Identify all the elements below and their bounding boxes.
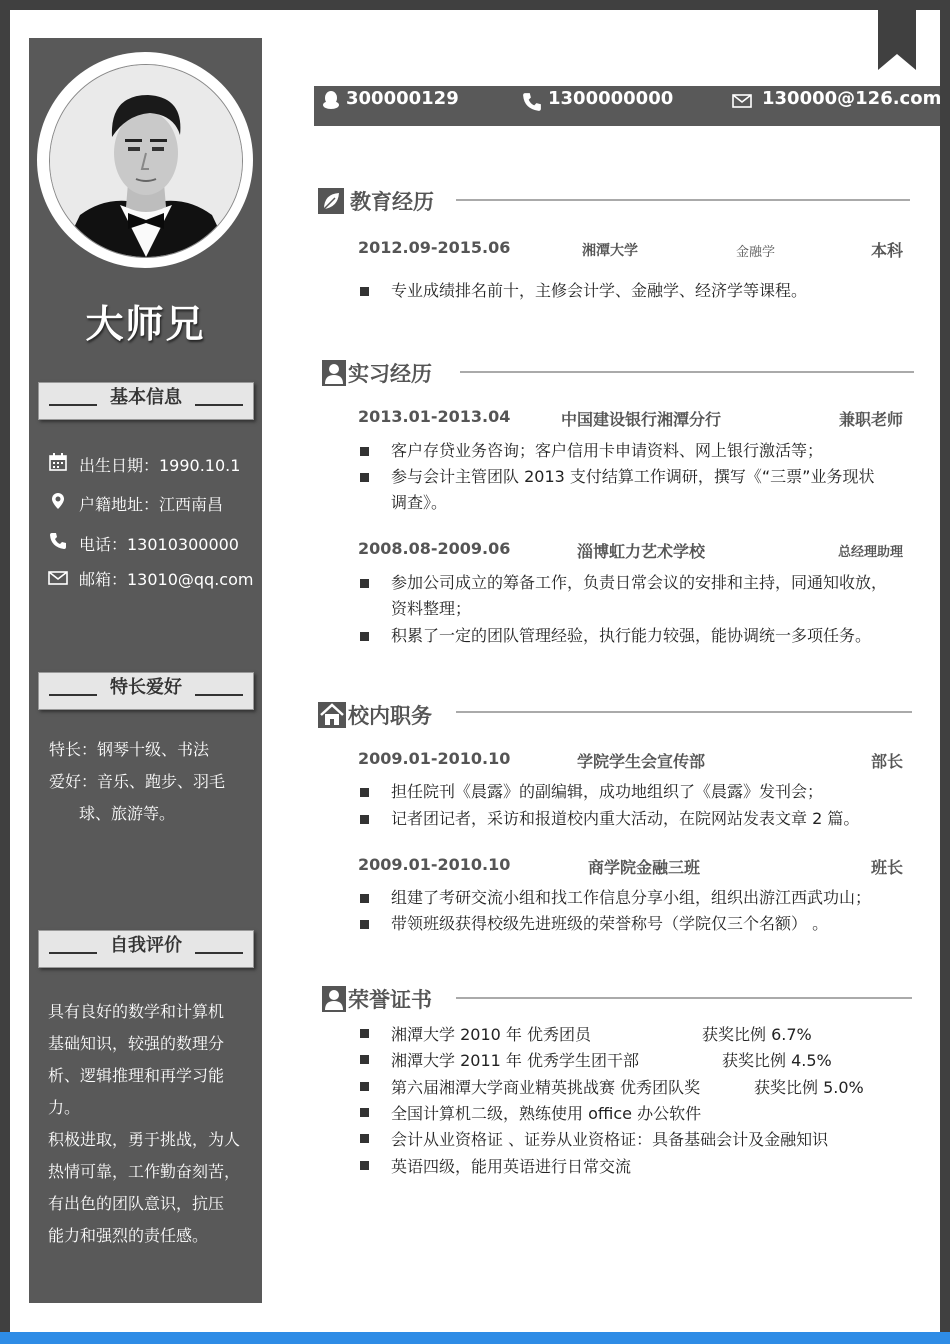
- internship-divider: [460, 371, 914, 373]
- internship-heading: 实习经历: [322, 358, 432, 391]
- home-icon: [318, 702, 346, 733]
- education-divider: [456, 199, 910, 201]
- sidebar: [29, 38, 262, 1303]
- mail-icon: [732, 94, 752, 108]
- leaf-icon: [318, 188, 344, 219]
- list-item: 积累了一定的团队管理经验，执行能力较强，能协调统一多项任务。: [360, 623, 900, 649]
- info-phone: 电话：13010300000: [47, 532, 239, 555]
- campus-heading: 校内职务: [318, 700, 432, 733]
- list-item: 参加公司成立的筹备工作，负责日常会议的安排和主持，同通知收放， 资料整理；: [360, 570, 900, 622]
- bookmark-ribbon: [878, 10, 916, 70]
- honors-divider: [456, 997, 912, 999]
- contact-phone: 1300000000: [522, 88, 673, 112]
- mail-icon: [47, 570, 69, 589]
- list-item: 专业成绩排名前十，主修会计学、金融学、经济学等课程。: [360, 278, 900, 304]
- campus-divider: [456, 711, 912, 713]
- list-item: 参与会计主管团队 2013 支付结算工作调研，撰写《“三票”业务现状 调查》。: [360, 464, 900, 516]
- list-item: 客户存贷业务咨询；客户信用卡申请资料、网上银行激活等；: [360, 438, 900, 464]
- self-eval-text: 具有良好的数学和计算机 基础知识，较强的数理分 析、逻辑推理和再学习能 力。 积极进取，勇于挑战，为人 热情可靠，工作勤奋刻苦， 有出色的团队意识，抗压 能力和强烈的责任感。: [48, 1002, 241, 1245]
- list-item: 带领班级获得校级先进班级的荣誉称号（学院仅三个名额） 。: [360, 911, 900, 937]
- hobbies-text: 特长：钢琴十级、书法 爱好：音乐、跑步、羽毛 球、旅游等。: [49, 740, 226, 823]
- location-pin-icon: [47, 492, 69, 514]
- person-badge-icon: [322, 986, 346, 1017]
- info-hometown: 户籍地址：江西南昌: [47, 492, 223, 515]
- contact-qq: 300000129: [322, 88, 459, 110]
- self-eval-heading: 自我评价: [38, 930, 254, 968]
- education-heading: 教育经历: [318, 186, 434, 219]
- list-item: 组建了考研交流小组和找工作信息分享小组，组织出游江西武功山；: [360, 885, 900, 911]
- phone-icon: [522, 92, 542, 112]
- qq-penguin-icon: [322, 90, 340, 110]
- list-item: 担任院刊《晨露》的副编辑，成功地组织了《晨露》发刊会；: [360, 779, 900, 805]
- calendar-icon: [47, 453, 69, 475]
- phone-icon: [47, 532, 69, 554]
- contact-email: 130000@126.com: [732, 88, 941, 109]
- person-name: 大师兄: [85, 302, 206, 346]
- person-badge-icon: [322, 360, 346, 391]
- bottom-accent-bar: [0, 1332, 950, 1344]
- hobbies-heading: 特长爱好: [38, 672, 254, 710]
- list-item: 记者团记者，采访和报道校内重大活动，在院网站发表文章 2 篇。: [360, 806, 900, 832]
- contact-bar: [314, 86, 940, 126]
- basic-info-heading: 基本信息: [38, 382, 254, 420]
- avatar: [37, 52, 253, 268]
- honors-heading: 荣誉证书: [322, 984, 432, 1017]
- info-birthdate: 出生日期：1990.10.1: [47, 453, 240, 476]
- info-email: 邮箱：13010@qq.com: [47, 567, 253, 590]
